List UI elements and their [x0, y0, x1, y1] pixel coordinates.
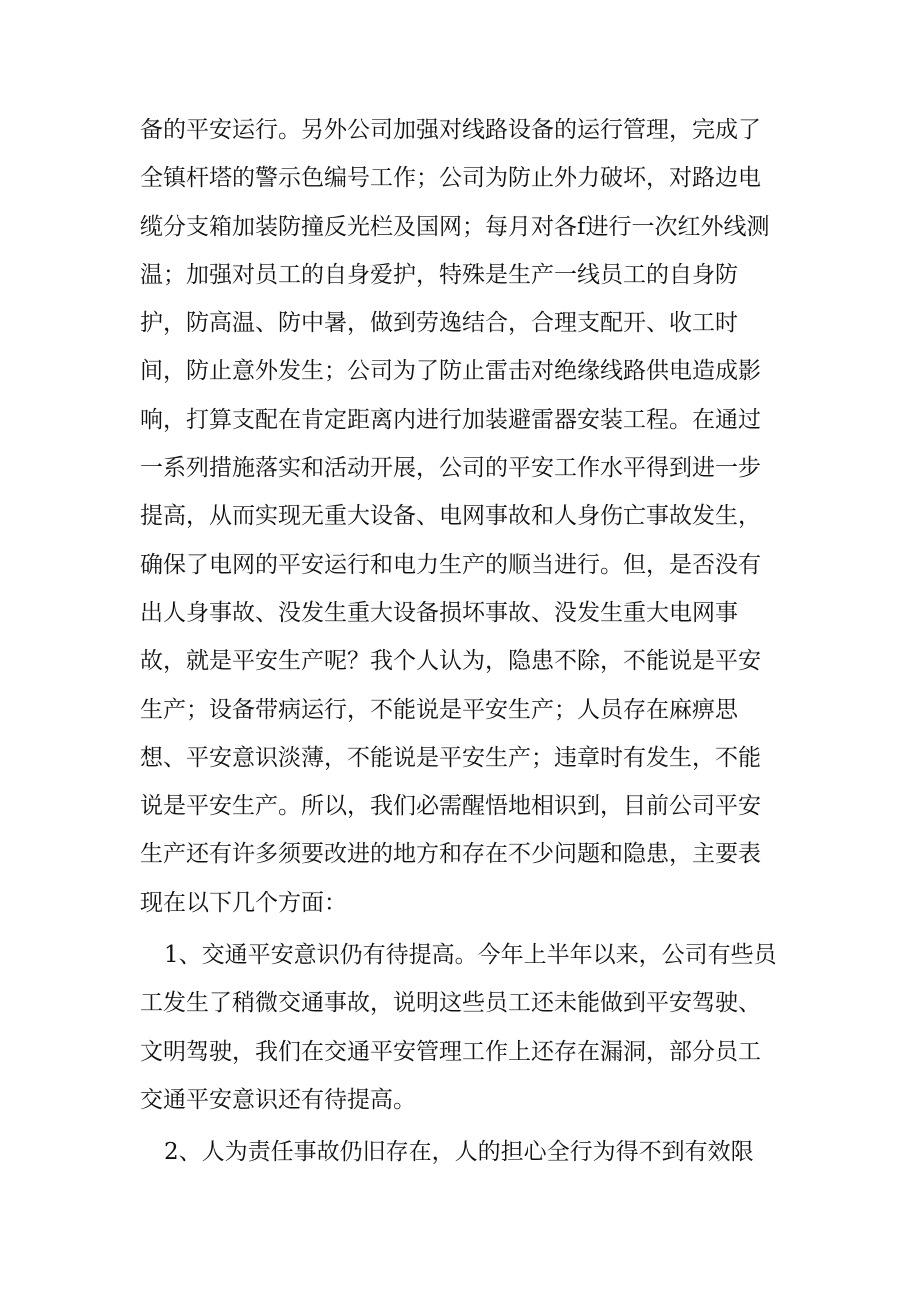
text-line: 想、平安意识淡薄，不能说是平安生产；违章时有发生，不能 — [140, 744, 761, 771]
text-line: 备的平安运行。另外公司加强对线路设备的运行管理，完成了 — [140, 117, 761, 143]
text-line: 文明驾驶，我们在交通平安管理工作上还存在漏洞，部分员工 — [140, 1038, 761, 1065]
text-line: 一系列措施落实和活动开展，公司的平安工作水平得到进一步 — [140, 455, 761, 482]
paragraph-traffic-safety — [140, 931, 780, 1124]
text-line: 响，打算支配在肯定距离内进行加装避雷器安装工程。在通过 — [140, 406, 761, 433]
text-line: 交通平安意识还有待提高。 — [140, 1086, 416, 1113]
text-line: 说是平安生产。所以，我们必需醒悟地相识到，目前公司平安 — [140, 793, 761, 820]
paragraph-safety-measures — [140, 106, 780, 927]
text-line: 生产还有许多须要改进的地方和存在不少问题和隐患，主要表 — [140, 841, 761, 868]
text-line: 提高，从而实现无重大设备、电网事故和人身伤亡事故发生， — [140, 503, 761, 530]
text-line: 出人身事故、没发生重大设备损坏事故、没发生重大电网事 — [140, 599, 738, 626]
text-line: 现在以下几个方面： — [140, 889, 347, 916]
document-body — [140, 106, 780, 1177]
text-line: 2、人为责任事故仍旧存在，人的担心全行为得不到有效限 — [164, 1139, 754, 1166]
text-line: 生产；设备带病运行，不能说是平安生产；人员存在麻痹思 — [140, 696, 738, 723]
text-line: 缆分支箱加装防撞反光栏及国网；每月对各f进行一次红外线测 — [140, 213, 770, 240]
text-line: 工发生了稍微交通事故，说明这些员工还未能做到平安驾驶、 — [140, 990, 761, 1017]
text-line: 全镇杆塔的警示色编号工作；公司为防止外力破坏，对路边电 — [140, 165, 761, 192]
text-line: 护，防高温、防中暑，做到劳逸结合，合理支配开、收工时 — [140, 310, 738, 337]
text-line: 故，就是平安生产呢？我个人认为，隐患不除，不能说是平安 — [140, 648, 761, 675]
text-line: 确保了电网的平安运行和电力生产的顺当进行。但，是否没有 — [140, 551, 761, 578]
text-line: 1、交通平安意识仍有待提高。今年上半年以来，公司有些员 — [164, 942, 777, 969]
text-line: 间，防止意外发生；公司为了防止雷击对绝缘线路供电造成影 — [140, 358, 761, 385]
paragraph-human-error — [140, 1128, 780, 1176]
text-line: 温；加强对员工的自身爱护，特殊是生产一线员工的自身防 — [140, 261, 738, 288]
